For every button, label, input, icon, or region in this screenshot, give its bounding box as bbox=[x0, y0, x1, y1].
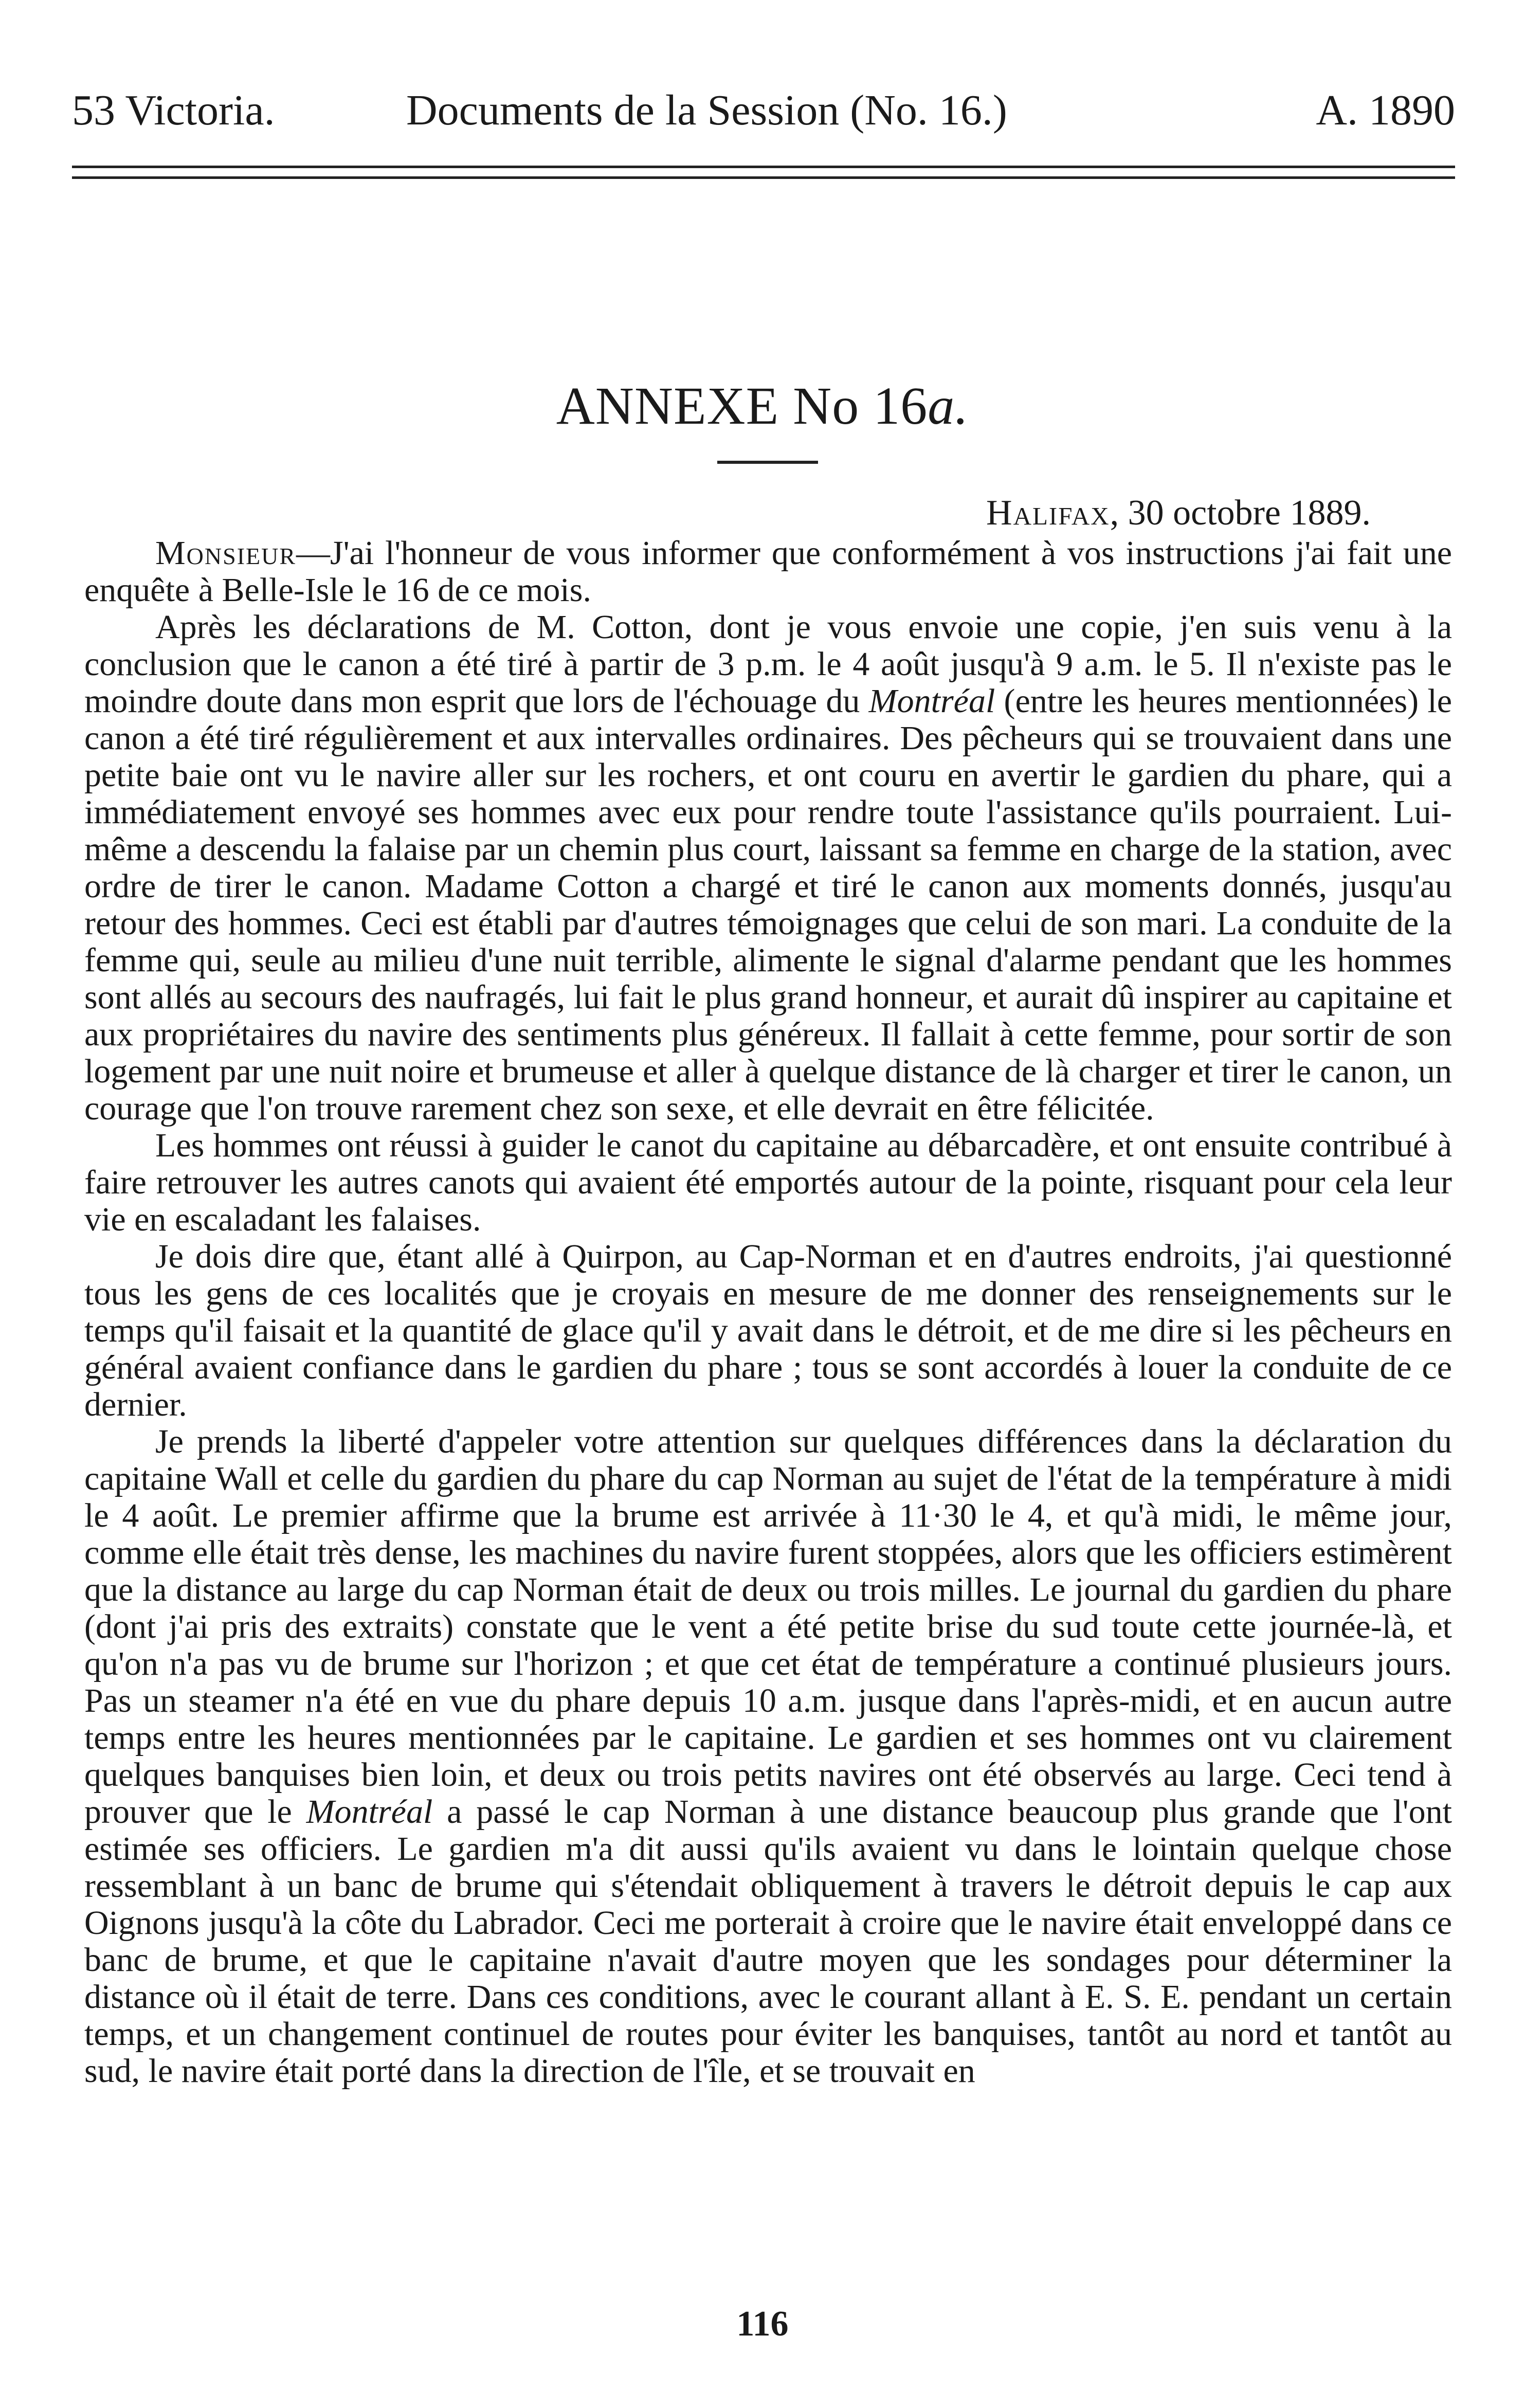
letter-body bbox=[84, 535, 1452, 2090]
ship-name: Montréal bbox=[868, 682, 995, 720]
paragraph-text: Après les déclarations de M. Cotton, dont je vous envoie une copie, j'en suis venu à la conclusion que le canon a été tiré à partir de 3 p.m. le 4 août jusqu'à 9 a.m. le 5. Il n'existe pas le moindre doute dans mon esprit que lors de l'échouage du bbox=[84, 608, 1452, 720]
annex-title-prefix: ANNEXE No 16 bbox=[556, 376, 928, 436]
paragraph-text: a passé le cap Norman à une distance beaucoup plus grande que l'ont estimée ses officiers. Le gardien m'a dit aussi qu'ils avaient vu dans le lointain quelque chose ressemblant à un banc de brume qui s'étendait obliquement à travers le détroit depuis le cap aux Oignons jusqu'à la côte du Labrador. Ceci me porterait à croire que le navire était enveloppé dans ce banc de brume, et que le capitaine n'avait d'autre moyen que les sondages pour déterminer la distance où il était de terre. Dans ces conditions, avec le courant allant à E. S. E. pendant un certain temps, et un changement continuel de routes pour éviter les banquises, tantôt au nord et tantôt au sud, le navire était porté dans la direction de l'île, et se trouvait en bbox=[84, 1793, 1452, 2090]
page-number: 116 bbox=[736, 2304, 789, 2344]
running-header bbox=[72, 77, 1455, 144]
paragraph-text: —J'ai l'honneur de vous informer que conformément à vos instructions j'ai fait une enquête à Belle-Isle le 16 de ce mois. bbox=[84, 534, 1452, 609]
paragraph-2 bbox=[84, 609, 1452, 1127]
paragraph-text: (entre les heures mentionnées) le canon a été tiré régulièrement et aux intervalles ordinaires. Des pêcheurs qui se trouvaient dans une petite baie ont vu le navire aller sur les rochers, et ont couru en avertir le gardien du phare, qui a immédiatement envoyé ses hommes avec eux pour rendre toute l'assistance qu'ils pourraient. Lui-même a descendu la falaise par un chemin plus court, laissant sa femme en charge de la station, avec ordre de tirer le canon. Madame Cotton a chargé et tiré le canon aux moments donnés, jusqu'au retour des hommes. Ceci est établi par d'autres témoignages que celui de son mari. La conduite de la femme qui, seule au milieu d'une nuit terrible, alimente le signal d'alarme pendant que les hommes sont allés au secours des naufragés, lui fait le plus grand honneur, et aurait dû inspirer au capitaine et aux propriétaires du navire des sentiments plus généreux. Il fallait à cette femme, pour sortir de son logement par une nuit noire et brumeuse et aller à quelque distance de là charger et tirer le canon, un courage que l'on trouve rarement chez son sexe, et elle devrait en être félicitée. bbox=[84, 682, 1452, 1127]
title-divider bbox=[717, 461, 818, 464]
paragraph-5 bbox=[84, 1423, 1452, 2090]
header-rule-bottom bbox=[72, 176, 1455, 179]
dateline-date: , 30 octobre 1889. bbox=[1110, 493, 1371, 533]
header-rule-top bbox=[72, 166, 1455, 168]
paragraph-3 bbox=[84, 1127, 1452, 1238]
header-volume: 53 Victoria. bbox=[72, 86, 275, 134]
annex-title-suffix: a. bbox=[928, 376, 969, 436]
paragraph-4 bbox=[84, 1238, 1452, 1423]
paragraph-text: Les hommes ont réussi à guider le canot du capitaine au débarcadère, et ont ensuite contribué à faire retrouver les autres canots qui avaient été emportés autour de la pointe, risquant pour cela leur vie en escaladant les falaises. bbox=[84, 1127, 1452, 1238]
paragraph-text: Je prends la liberté d'appeler votre attention sur quelques différences dans la déclaration du capitaine Wall et celle du gardien du phare du cap Norman au sujet de l'état de la température à midi le 4 août. Le premier affirme que la brume est arrivée à 11·30 le 4, et qu'à midi, le même jour, comme elle était très dense, les machines du navire furent stoppées, alors que les officiers estimèrent que la distance au large du cap Norman était de deux ou trois milles. Le journal du gardien du phare (dont j'ai pris des extraits) constate que le vent a été petite brise du sud toute cette journée-là, et qu'on n'a pas vu de brume sur l'horizon ; et que cet état de température a continué plusieurs jours. Pas un steamer n'a été en vue du phare depuis 10 a.m. jusque dans l'après-midi, et en aucun autre temps entre les heures mentionnées par le capitaine. Le gardien et ses hommes ont vu clairement quelques banquises bien loin, et deux ou trois petits navires ont été observés au large. Ceci tend à prouver que le bbox=[84, 1423, 1452, 1831]
ship-name: Montréal bbox=[306, 1793, 433, 1831]
header-document-title: Documents de la Session (No. 16.) bbox=[406, 86, 1007, 134]
paragraph-text: Je dois dire que, étant allé à Quirpon, au Cap-Norman et en d'autres endroits, j'ai questionné tous les gens de ces localités que je croyais en mesure de me donner des renseignements sur le temps qu'il faisait et la quantité de glace qu'il y avait dans le détroit, et de me dire si les pêcheurs en général avaient confiance dans le gardien du phare ; tous se sont accordés à louer la conduite de ce dernier. bbox=[84, 1238, 1452, 1423]
dateline-place: Halifax bbox=[986, 493, 1110, 533]
annex-title bbox=[0, 370, 1525, 442]
paragraph-1 bbox=[84, 535, 1452, 609]
header-year: A. 1890 bbox=[1316, 86, 1455, 134]
dateline bbox=[986, 487, 1371, 539]
salutation: Monsieur bbox=[155, 534, 297, 572]
